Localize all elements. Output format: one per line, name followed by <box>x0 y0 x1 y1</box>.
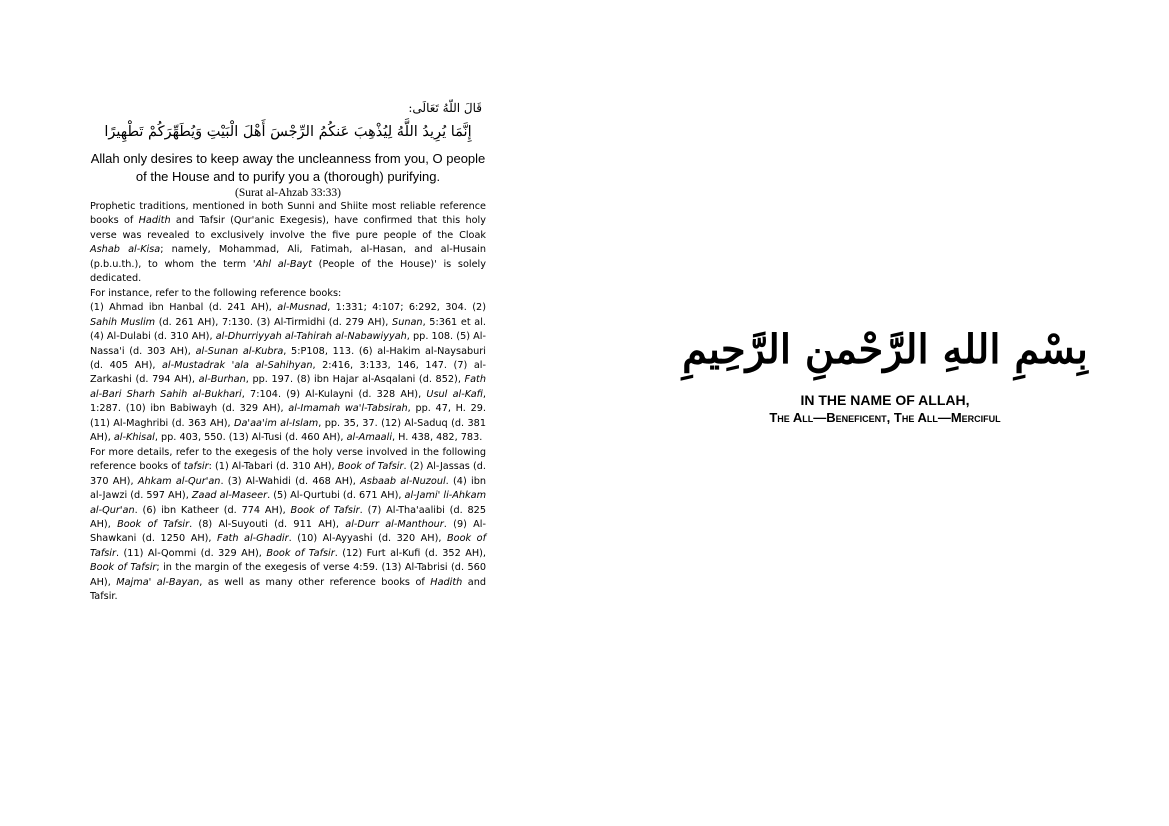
italic-title-run: Da'aa'im al-Islam <box>234 417 319 429</box>
italic-title-run: Hadith <box>138 215 171 227</box>
italic-title-run: al-Dhurriyyah al-Tahirah al-Nabawiyyah <box>215 331 407 343</box>
text-run: ; in the margin of the exegesis of verse 4:59. (13) Al-Tabrisi (d. 560 AH), <box>90 562 487 588</box>
italic-title-run: Hadith <box>430 576 463 588</box>
italic-title-run: al-Imamah wa'l-Tabsirah <box>288 403 408 415</box>
italic-title-run: Fath al-Bari Sharh Sahih al-Bukhari <box>90 374 486 400</box>
basmala-text: بِسْمِ اللهِ الرَّحْمنِ الرَّحِيمِ <box>682 326 1088 373</box>
text-run: , 5:361 et al. (4) Al-Dulabi (d. 310 AH), <box>90 316 486 343</box>
verse-translation: Allah only desires to keep away the uncleanness from you, O people of the House and to purify you a (thorough) purifying. <box>90 151 486 184</box>
text-run: . (12) Furt al-Kufi (d. 352 AH), <box>334 547 486 559</box>
text-run: , pp. 35, 37. (12) Al-Saduq (d. 381 AH), <box>90 417 486 444</box>
text-run: . (6) ibn Katheer (d. 774 AH), <box>134 504 291 516</box>
paragraph-hadith-references <box>90 301 486 446</box>
text-run: (d. 261 AH), 7:130. (3) Al-Tirmidhi (d. 279 AH), <box>155 316 393 328</box>
italic-title-run: Book of Tafsir <box>90 562 157 574</box>
text-run: and Tafsir. <box>90 576 486 603</box>
text-run: . (3) Al-Wahidi (d. 468 AH), <box>220 475 361 487</box>
text-run: ; namely, Mohammad, Ali, Fatimah, al-Hasan, and al-Husain (p.b.u.th.), to whom the term <box>90 244 486 270</box>
text-run: , 1:287. (10) ibn Babiwayh (d. 329 AH), <box>90 388 487 415</box>
italic-title-run: al-Amaali <box>346 432 393 444</box>
text-run: and Tafsir (Qur'anic Exegesis), have confirmed that this holy verse was revealed to exclusively involve the five pure people of the Cloak <box>90 215 486 241</box>
italic-title-run: tafsir <box>183 461 209 473</box>
italic-title-run: al-Burhan <box>198 374 246 386</box>
italic-title-run: Ashab al-Kisa <box>90 244 161 256</box>
text-run: . (11) Al-Qommi (d. 329 AH), <box>115 547 267 559</box>
italic-title-run: Zaad al-Maseer <box>191 490 268 502</box>
text-run: , 7:104. (9) Al-Kulayni (d. 328 AH), <box>241 388 427 400</box>
italic-title-run: Book of Tafsir <box>337 461 404 473</box>
text-run: . (2) Al-Jassas (d. 370 AH), <box>90 461 486 487</box>
arabic-verse: إِنَّمَا يُرِيدُ اللَّهُ لِيُذْهِبَ عَنكُمُ الرِّجْسَ أَهْلَ الْبَيْتِ وَيُطَهِّرَكُمْ تَطْهِيرًا <box>104 124 472 140</box>
text-run: For instance, refer to the following reference books: <box>90 287 342 299</box>
right-page <box>682 315 1088 427</box>
basmala-calligraphy <box>682 315 1088 385</box>
text-run: , H. 438, 482, 783. <box>392 432 483 444</box>
italic-title-run: Usul al-Kafi <box>426 388 483 400</box>
text-run: , pp. 197. (8) ibn Hajar al-Asqalani (d. 852), <box>245 374 465 386</box>
basmala-title: IN THE NAME OF ALLAH, <box>800 392 970 408</box>
text-run: , pp. 108. (5) Al-Nassa'i (d. 303 AH), <box>90 331 486 357</box>
italic-title-run: Sahih Muslim <box>90 316 156 328</box>
text-run: , as well as many other reference books of <box>199 576 431 588</box>
text-run: . (4) ibn al-Jawzi (d. 597 AH), <box>90 475 486 502</box>
text-run: : (1) Al-Tabari (d. 310 AH), <box>208 461 338 473</box>
paragraph-reference-intro <box>90 287 486 301</box>
italic-title-run: Sunan <box>392 316 423 328</box>
italic-title-run: al-Mustadrak 'ala al-Sahihyan <box>162 359 313 371</box>
left-page <box>90 100 486 605</box>
basmala-subtitle: The All—Beneficent, The All—Merciful <box>769 410 1001 425</box>
italic-title-run: Book of Tafsir <box>90 533 487 559</box>
text-run: (1) Ahmad ibn Hanbal (d. 241 AH), <box>90 302 278 314</box>
paragraph-introduction <box>90 200 486 287</box>
verse-citation: (Surat al-Ahzab 33:33) <box>234 187 342 199</box>
italic-title-run: Ahkam al-Qur'an <box>137 475 221 487</box>
paragraph-tafsir-references <box>90 446 486 605</box>
italic-title-run: Book of Tafsir <box>117 518 190 530</box>
text-run: , pp. 47, H. 29. (11) Al-Maghribi (d. 363 AH), <box>90 403 486 429</box>
italic-title-run: al-Sunan al-Kubra <box>195 345 284 357</box>
italic-title-run: Asbaab al-Nuzoul <box>360 475 446 487</box>
text-run: , 1:331; 4:107; 6:292, 304. (2) <box>327 302 486 314</box>
text-run: , 2:416, 3:133, 146, 147. (7) al-Zarkashi (d. 794 AH), <box>90 359 486 386</box>
italic-title-run: al-Durr al-Manthour <box>345 518 444 530</box>
text-run: Prophetic traditions, mentioned in both Sunni and Shiite most reliable reference books of <box>90 201 486 227</box>
text-run: . (10) Al-Ayyashi (d. 320 AH), <box>288 533 448 545</box>
text-run: . (8) Al-Suyouti (d. 911 AH), <box>189 518 346 530</box>
italic-title-run: al-Khisal <box>113 432 155 444</box>
text-run: (People of the House)' is solely dedicated. <box>90 258 486 285</box>
italic-title-run: Book of Tafsir <box>290 504 360 516</box>
text-run: , pp. 403, 550. (13) Al-Tusi (d. 460 AH), <box>154 432 347 444</box>
italic-title-run: Book of Tafsir <box>266 547 335 559</box>
italic-title-run: al-Musnad <box>277 302 328 314</box>
text-run: , 5:P108, 113. (6) al-Hakim al-Naysaburi (d. 405 AH), <box>90 345 486 371</box>
text-run: . (7) Al-Tha'aalibi (d. 825 AH), <box>90 504 487 530</box>
text-run: For more details, refer to the exegesis of the holy verse involved in the following reference books of <box>90 446 486 473</box>
italic-title-run: 'Ahl al-Bayt <box>252 258 312 270</box>
italic-title-run: al-Jami' li-Ahkam al-Qur'an <box>90 490 487 516</box>
italic-title-run: Fath al-Ghadir <box>217 533 289 545</box>
italic-title-run: Majma' al-Bayan <box>116 576 200 588</box>
text-run: . (9) Al-Shawkani (d. 1250 AH), <box>90 518 486 545</box>
arabic-intro: قَالَ اللّهُ تَعَالَى: <box>408 101 482 115</box>
text-run: . (5) Al-Qurtubi (d. 671 AH), <box>267 490 405 502</box>
